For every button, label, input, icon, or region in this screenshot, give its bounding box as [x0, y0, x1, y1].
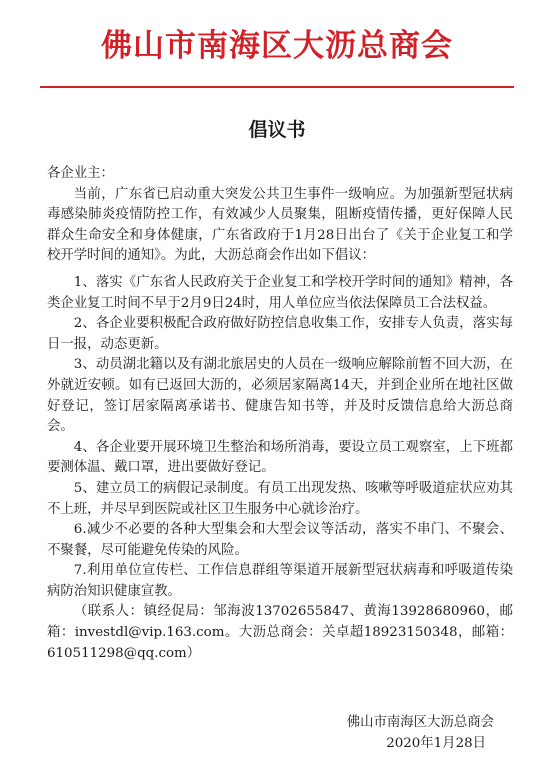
document-title: 倡议书 [248, 119, 306, 141]
salutation: 各企业主： [47, 166, 114, 181]
proposal-item: 5、建立员工的病假记录制度。有员工出现发热、咳嗽等呼吸道症状应劝其不上班，并尽早到医院或社区卫生服务中心就诊治疗。 [47, 480, 513, 517]
proposal-item: 1、落实《广东省人民政府关于企业复工和学校开学时间的通知》精神，各类企业复工时间不早于2月9日24时，用人单位应当依法保障员工合法权益。 [47, 274, 513, 311]
header-divider [40, 86, 514, 88]
proposal-item: 2、各企业要积极配合政府做好防控信息收集工作，安排专人负责，落实每日一报，动态更新。 [47, 316, 513, 352]
proposal-item: 7.利用单位宣传栏、工作信息群组等渠道开展新型冠状病毒和呼吸道传染病防治知识健康宣教。 [47, 563, 513, 599]
document-body [47, 164, 513, 664]
organization-title: 佛山市南海区大沥总商会 [101, 28, 453, 64]
signature-organization: 佛山市南海区大沥总商会 [346, 715, 494, 730]
proposal-item: 4、各企业要开展环境卫生整治和场所消毒，要设立员工观察室，上下班都要测体温、戴口罩，进出要做好登记。 [47, 439, 513, 476]
intro-paragraph: 当前，广东省已启动重大突发公共卫生事件一级响应。为加强新型冠状病毒感染肺炎疫情防控工作，有效减少人员聚集，阻断疫情传播，更好保障人民群众生命安全和身体健康，广东省政府于1月28日出台了《关于企业复工和学校开学时间的通知》。为此，大沥总商会作出如下倡议： [47, 186, 513, 264]
contact-info: （联系人：镇经促局：邹海波13702655847、黄海13928680960，邮箱：investdl@vip.163.com。大沥总商会：关卓超18923150348，邮箱：610511298@qq.com） [47, 604, 513, 661]
proposal-item: 6.减少不必要的各种大型集会和大型会议等活动，落实不串门、不聚会、不聚餐，尽可能避免传染的风险。 [47, 522, 513, 558]
proposal-item: 3、动员湖北籍以及有湖北旅居史的人员在一级响应解除前暂不回大沥，在外就近安顿。如有已返回大沥的，必须居家隔离14天，并到企业所在地社区做好登记，签订居家隔离承诺书、健康告知书等，并及时反馈信息给大沥总商会。 [47, 357, 513, 435]
signature-date: 2020年1月28日 [386, 736, 486, 751]
signature-block [254, 712, 494, 754]
